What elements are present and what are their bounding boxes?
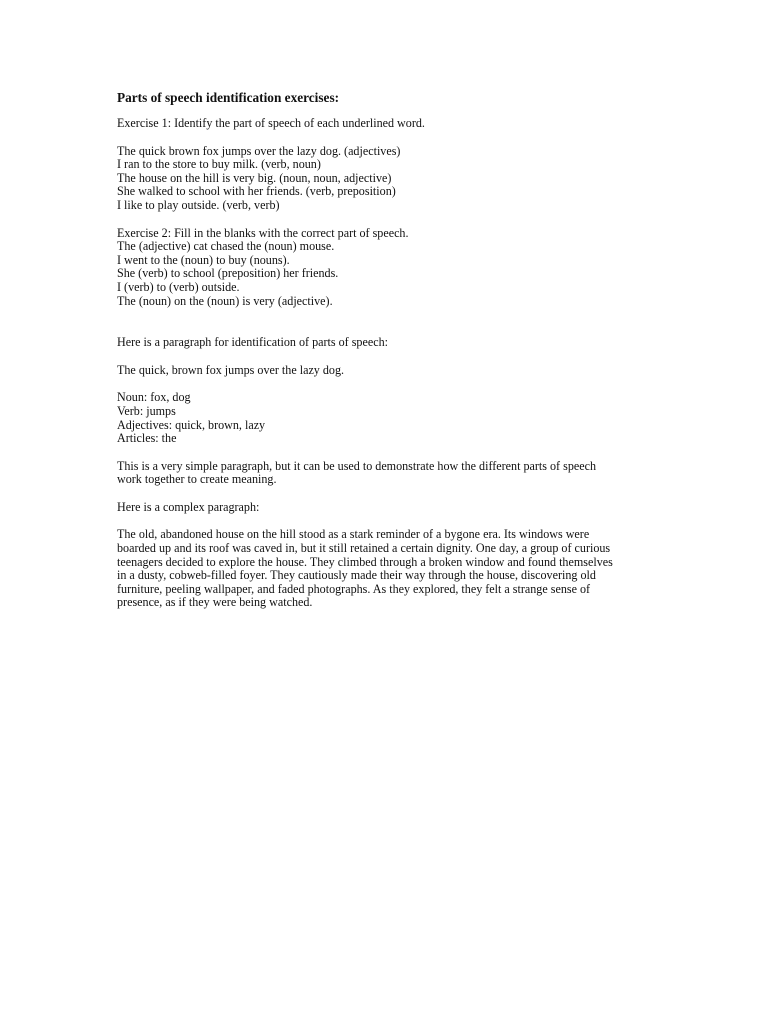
breakdown-line: Verb: jumps xyxy=(117,403,176,418)
exercise-2-line: She (verb) to school (preposition) her friends. xyxy=(117,266,339,281)
document-title: Parts of speech identification exercises: xyxy=(117,90,340,105)
exercise-1-line: The house on the hill is very big. (noun, noun, adjective) xyxy=(117,170,392,185)
complex-intro: Here is a complex paragraph: xyxy=(117,499,260,514)
complex-paragraph-line: The old, abandoned house on the hill stood as a stark reminder of a bygone era. Its windows were xyxy=(117,527,590,542)
complex-paragraph xyxy=(117,528,647,610)
exercise-2-line: The (adjective) cat chased the (noun) mouse. xyxy=(117,239,335,254)
exercise-1-line: I ran to the store to buy milk. (verb, noun) xyxy=(117,157,321,172)
exercise-1 xyxy=(117,117,647,213)
example-sentence: The quick, brown fox jumps over the lazy dog. xyxy=(117,362,345,377)
exercise-2-heading: Exercise 2: Fill in the blanks with the correct part of speech. xyxy=(117,225,409,240)
complex-paragraph-line: in a dusty, cobweb-filled foyer. They cautiously made their way through the house, discovering old xyxy=(117,568,596,583)
exercise-1-line: I like to play outside. (verb, verb) xyxy=(117,197,280,212)
simple-note-line: This is a very simple paragraph, but it can be used to demonstrate how the different parts of speech xyxy=(117,458,597,473)
paragraph-intro: Here is a paragraph for identification of parts of speech: xyxy=(117,335,388,350)
complex-paragraph-line: boarded up and its roof was caved in, but it still retained a certain dignity. One day, a group of curious xyxy=(117,541,611,556)
breakdown-line: Adjectives: quick, brown, lazy xyxy=(117,417,266,432)
document-page xyxy=(117,90,647,610)
breakdown-line: Noun: fox, dog xyxy=(117,390,191,405)
simple-note-line: work together to create meaning. xyxy=(117,472,277,487)
exercise-2-line: I went to the (noun) to buy (nouns). xyxy=(117,252,290,267)
complex-paragraph-line: furniture, peeling wallpaper, and faded photographs. As they explored, they felt a strange sense of xyxy=(117,581,591,596)
exercise-2-line: The (noun) on the (noun) is very (adjective). xyxy=(117,293,333,308)
exercise-1-line: She walked to school with her friends. (verb, preposition) xyxy=(117,184,396,199)
exercise-2 xyxy=(117,227,647,309)
parts-breakdown xyxy=(117,391,647,445)
breakdown-line: Articles: the xyxy=(117,431,177,446)
complex-paragraph-line: teenagers decided to explore the house. They climbed through a broken window and found themselves xyxy=(117,554,613,569)
complex-paragraph-line: presence, as if they were being watched. xyxy=(117,595,313,610)
exercise-1-heading: Exercise 1: Identify the part of speech of each underlined word. xyxy=(117,116,425,130)
simple-note xyxy=(117,460,647,487)
exercise-2-line: I (verb) to (verb) outside. xyxy=(117,279,240,294)
exercise-1-line: The quick brown fox jumps over the lazy dog. (adjectives) xyxy=(117,143,401,158)
